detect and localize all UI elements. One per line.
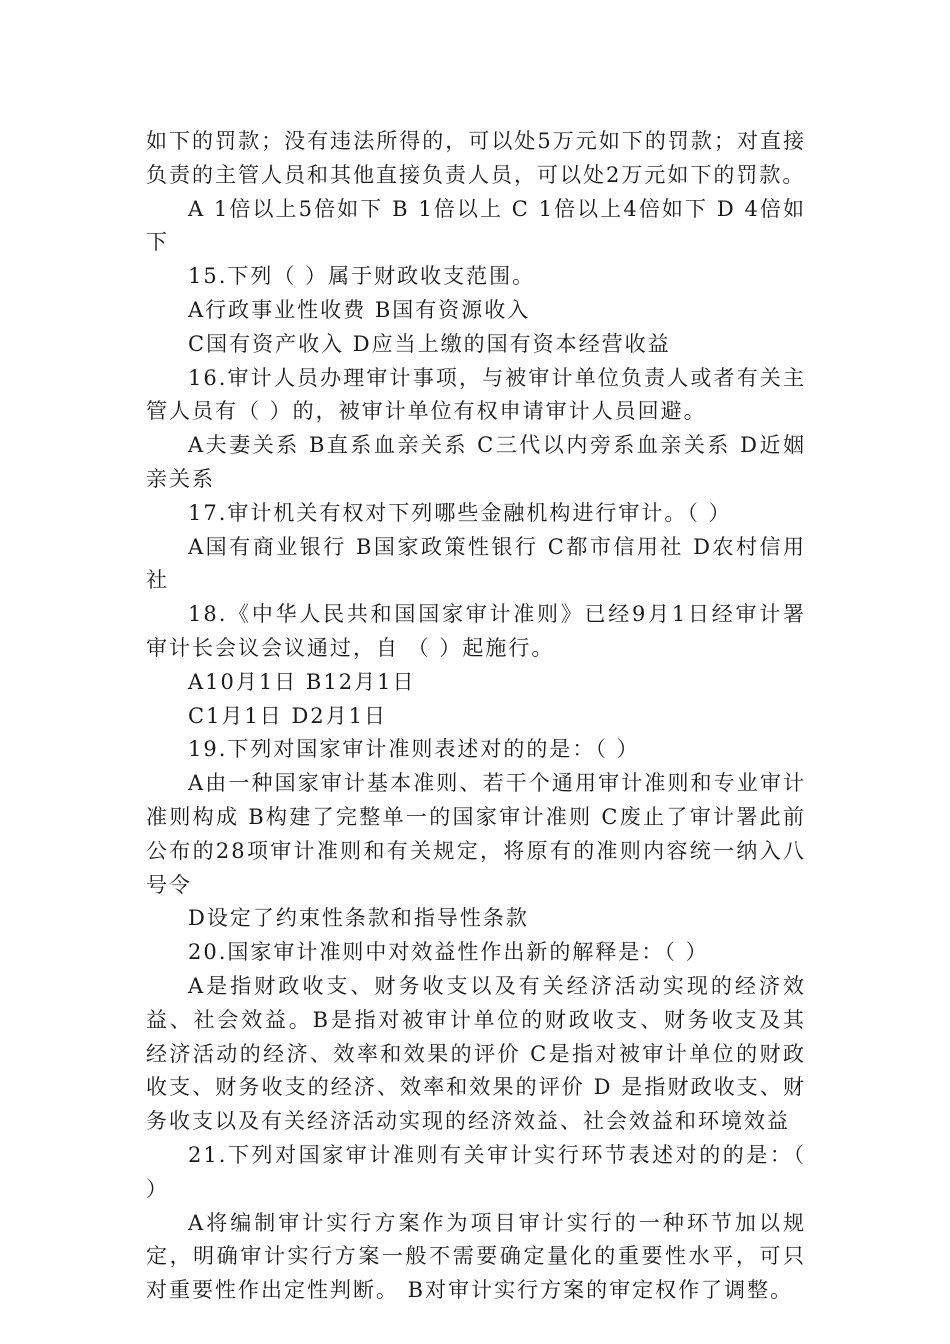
- question-15: 15.下列（ ）属于财政收支范围。: [188, 264, 536, 289]
- question-21: 21.下列对国家审计准则有关审计实行环节表述对的的是：（ ）: [146, 1142, 806, 1201]
- options-q15-cd: C国有资产收入 D应当上缴的国有资本经营收益: [188, 331, 671, 356]
- options-q19-d: D设定了约束性条款和指导性条款: [188, 906, 529, 931]
- options-q17: A国有商业银行 B国家政策性银行 C都市信用社 D农村信用社: [146, 534, 806, 593]
- options-q19-abc: A由一种国家审计基本准则、若干个通用审计准则和专业审计准则构成 B构建了完整单一的国家审计准则 C废止了审计署此前公布的28项审计准则和有关规定，将原有的准则内容统一纳入八号令: [146, 771, 806, 897]
- document-body: [146, 125, 806, 1308]
- question-18: 18.《中华人民共和国国家审计准则》已经9月1日经审计署审计长会议会议通过，自 （ ）起施行。: [146, 602, 806, 660]
- question-20: 20.国家审计准则中对效益性作出新的解释是：（ ）: [188, 940, 709, 965]
- options-q16: A夫妻关系 B直系血亲关系 C三代以内旁系血亲关系 D近姻亲关系: [146, 433, 806, 491]
- options-q15-ab: A行政事业性收费 B国有资源收入: [188, 297, 531, 322]
- options-q14: A 1倍以上5倍如下 B 1倍以上 C 1倍以上4倍如下 D 4倍如下: [146, 196, 806, 255]
- question-16: 16.审计人员办理审计事项，与被审计单位负责人或者有关主管人员有（ ）的，被审计单位有权申请审计人员回避。: [146, 365, 806, 424]
- question-17: 17.审计机关有权对下列哪些金融机构进行审计。（ ）: [188, 500, 732, 525]
- options-q18-ab: A10月1日 B12月1日: [188, 669, 416, 694]
- options-q21: A将编制审计实行方案作为项目审计实行的一种环节加以规定，明确审计实行方案一般不需要确定量化的重要性水平，可只对重要性作出定性判断。 B对审计实行方案的审定权作了调整。: [146, 1210, 806, 1303]
- options-q20: A是指财政收支、财务收支以及有关经济活动实现的经济效益、社会效益。B是指对被审计单位的财政收支、财务收支及其经济活动的经济、效率和效果的评价 C是指对被审计单位的财政收支、财务收支的经济、效率和效果的评价 D 是指财政收支、财务收支以及有关经济活动实现的经济效益、社会效益和环境效益: [146, 973, 806, 1134]
- question-19: 19.下列对国家审计准则表述对的的是：（ ）: [188, 737, 640, 762]
- paragraph-penalty-continuation: 如下的罚款；没有违法所得的，可以处5万元如下的罚款；对直接负责的主管人员和其他直接负责人员，可以处2万元如下的罚款。: [146, 129, 806, 187]
- options-q18-cd: C1月1日 D2月1日: [188, 703, 388, 728]
